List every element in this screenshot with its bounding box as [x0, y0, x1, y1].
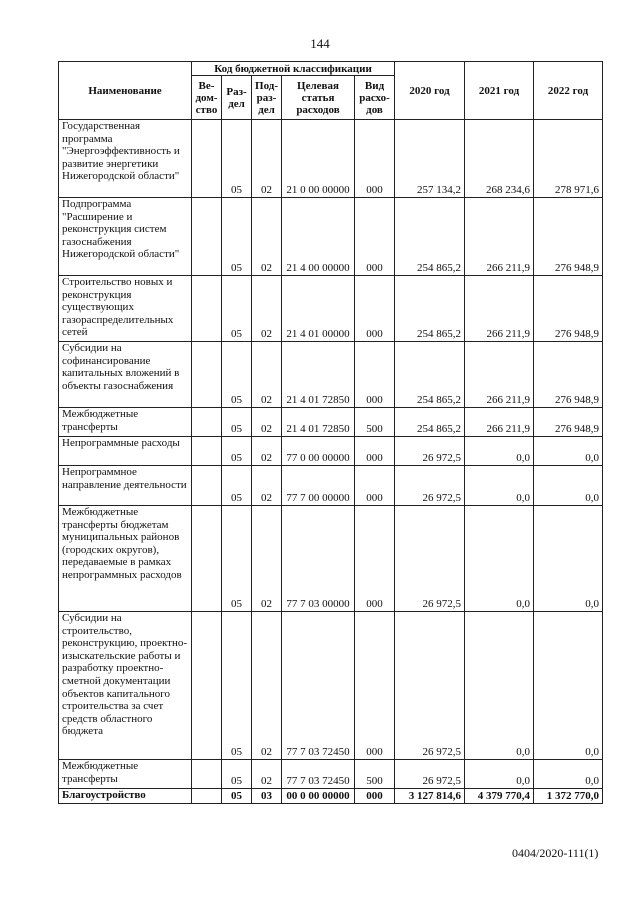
row-podrazdel: 02	[252, 276, 282, 342]
row-name: Субсидии на строительство, реконструкцию, проектно-изыскательские работы и разработку проектно-сметной документации объектов капитального строительства за счет средств областного бюджета	[59, 612, 192, 760]
row-razdel: 05	[222, 466, 252, 506]
row-vedomstvo	[192, 276, 222, 342]
row-2021: 266 211,9	[465, 276, 534, 342]
row-vid: 000	[355, 612, 395, 760]
header-2022: 2022 год	[534, 62, 603, 120]
row-name: Межбюджетные трансферты бюджетам муниципальных районов (городских округов), передаваемые в рамках непрограммных расходов	[59, 506, 192, 612]
row-2022: 278 971,6	[534, 120, 603, 198]
row-2021: 0,0	[465, 506, 534, 612]
row-2021: 4 379 770,4	[465, 789, 534, 804]
row-2020: 26 972,5	[395, 760, 465, 789]
row-2020: 26 972,5	[395, 506, 465, 612]
row-2020: 26 972,5	[395, 437, 465, 466]
row-razdel: 05	[222, 408, 252, 437]
row-vid: 000	[355, 789, 395, 804]
row-2022: 0,0	[534, 466, 603, 506]
row-razdel: 05	[222, 120, 252, 198]
table-row	[59, 198, 603, 276]
row-podrazdel: 02	[252, 120, 282, 198]
header-vedomstvo: Ве-дом-ство	[192, 76, 222, 120]
row-2020: 26 972,5	[395, 466, 465, 506]
row-2020: 257 134,2	[395, 120, 465, 198]
header-razdel: Раз-дел	[222, 76, 252, 120]
row-vid: 000	[355, 276, 395, 342]
row-name: Межбюджетные трансферты	[59, 408, 192, 437]
row-2020: 26 972,5	[395, 612, 465, 760]
row-2020: 3 127 814,6	[395, 789, 465, 804]
row-vedomstvo	[192, 437, 222, 466]
row-2021: 0,0	[465, 437, 534, 466]
table-row	[59, 760, 603, 789]
row-vid: 500	[355, 760, 395, 789]
table-row	[59, 789, 603, 804]
row-2021: 266 211,9	[465, 198, 534, 276]
header-2020: 2020 год	[395, 62, 465, 120]
table-row	[59, 466, 603, 506]
row-vedomstvo	[192, 120, 222, 198]
row-2020: 254 865,2	[395, 198, 465, 276]
row-2022: 0,0	[534, 612, 603, 760]
row-target: 21 0 00 00000	[282, 120, 355, 198]
row-2021: 0,0	[465, 760, 534, 789]
row-2020: 254 865,2	[395, 408, 465, 437]
row-razdel: 05	[222, 760, 252, 789]
row-2022: 276 948,9	[534, 342, 603, 408]
row-2022: 276 948,9	[534, 276, 603, 342]
row-target: 21 4 01 72850	[282, 342, 355, 408]
row-podrazdel: 02	[252, 342, 282, 408]
header-target: Целевая статья расходов	[282, 76, 355, 120]
row-vid: 000	[355, 342, 395, 408]
row-target: 77 7 00 00000	[282, 466, 355, 506]
row-target: 21 4 01 00000	[282, 276, 355, 342]
header-code-group: Код бюджетной классификации	[192, 62, 395, 76]
header-2021: 2021 год	[465, 62, 534, 120]
row-name: Непрограммные расходы	[59, 437, 192, 466]
row-vedomstvo	[192, 612, 222, 760]
row-2020: 254 865,2	[395, 342, 465, 408]
row-razdel: 05	[222, 198, 252, 276]
row-vedomstvo	[192, 789, 222, 804]
row-target: 00 0 00 00000	[282, 789, 355, 804]
row-podrazdel: 02	[252, 466, 282, 506]
row-vedomstvo	[192, 408, 222, 437]
row-razdel: 05	[222, 506, 252, 612]
row-name: Непрограммное направление деятельности	[59, 466, 192, 506]
budget-table	[58, 61, 603, 804]
row-podrazdel: 02	[252, 612, 282, 760]
row-vedomstvo	[192, 342, 222, 408]
row-vedomstvo	[192, 760, 222, 789]
header-name: Наименование	[59, 62, 192, 120]
table-row	[59, 437, 603, 466]
row-2021: 268 234,6	[465, 120, 534, 198]
row-target: 77 7 03 72450	[282, 760, 355, 789]
row-2021: 0,0	[465, 466, 534, 506]
row-2021: 0,0	[465, 612, 534, 760]
table-row	[59, 408, 603, 437]
row-razdel: 05	[222, 276, 252, 342]
row-name: Государственная программа "Энергоэффективность и развитие энергетики Нижегородской области"	[59, 120, 192, 198]
row-podrazdel: 02	[252, 437, 282, 466]
row-vedomstvo	[192, 506, 222, 612]
row-target: 77 0 00 00000	[282, 437, 355, 466]
row-name: Благоустройство	[59, 789, 192, 804]
row-vedomstvo	[192, 466, 222, 506]
row-2021: 266 211,9	[465, 408, 534, 437]
table-row	[59, 276, 603, 342]
table-row	[59, 120, 603, 198]
row-vid: 000	[355, 120, 395, 198]
row-vid: 500	[355, 408, 395, 437]
row-podrazdel: 03	[252, 789, 282, 804]
page-number: 144	[310, 36, 330, 51]
row-podrazdel: 02	[252, 506, 282, 612]
row-podrazdel: 02	[252, 198, 282, 276]
row-vid: 000	[355, 198, 395, 276]
header-podrazdel: Под-раз-дел	[252, 76, 282, 120]
row-2022: 1 372 770,0	[534, 789, 603, 804]
row-name: Подпрограмма "Расширение и реконструкция систем газоснабжения Нижегородской области"	[59, 198, 192, 276]
row-vid: 000	[355, 466, 395, 506]
header-vid: Вид расхо-дов	[355, 76, 395, 120]
row-vid: 000	[355, 437, 395, 466]
row-razdel: 05	[222, 437, 252, 466]
row-name: Строительство новых и реконструкция существующих газораспределительных сетей	[59, 276, 192, 342]
table-row	[59, 612, 603, 760]
row-2022: 0,0	[534, 506, 603, 612]
row-name: Субсидии на софинансирование капитальных вложений в объекты газоснабжения	[59, 342, 192, 408]
row-vid: 000	[355, 506, 395, 612]
row-razdel: 05	[222, 342, 252, 408]
row-2020: 254 865,2	[395, 276, 465, 342]
row-2022: 276 948,9	[534, 198, 603, 276]
row-name: Межбюджетные трансферты	[59, 760, 192, 789]
document-code: 0404/2020-111(1)	[512, 846, 599, 860]
table-row	[59, 506, 603, 612]
row-2022: 276 948,9	[534, 408, 603, 437]
table-row	[59, 342, 603, 408]
row-2021: 266 211,9	[465, 342, 534, 408]
row-podrazdel: 02	[252, 760, 282, 789]
row-target: 77 7 03 00000	[282, 506, 355, 612]
row-podrazdel: 02	[252, 408, 282, 437]
row-razdel: 05	[222, 789, 252, 804]
row-target: 21 4 01 72850	[282, 408, 355, 437]
row-razdel: 05	[222, 612, 252, 760]
row-vedomstvo	[192, 198, 222, 276]
row-target: 77 7 03 72450	[282, 612, 355, 760]
row-target: 21 4 00 00000	[282, 198, 355, 276]
row-2022: 0,0	[534, 437, 603, 466]
row-2022: 0,0	[534, 760, 603, 789]
